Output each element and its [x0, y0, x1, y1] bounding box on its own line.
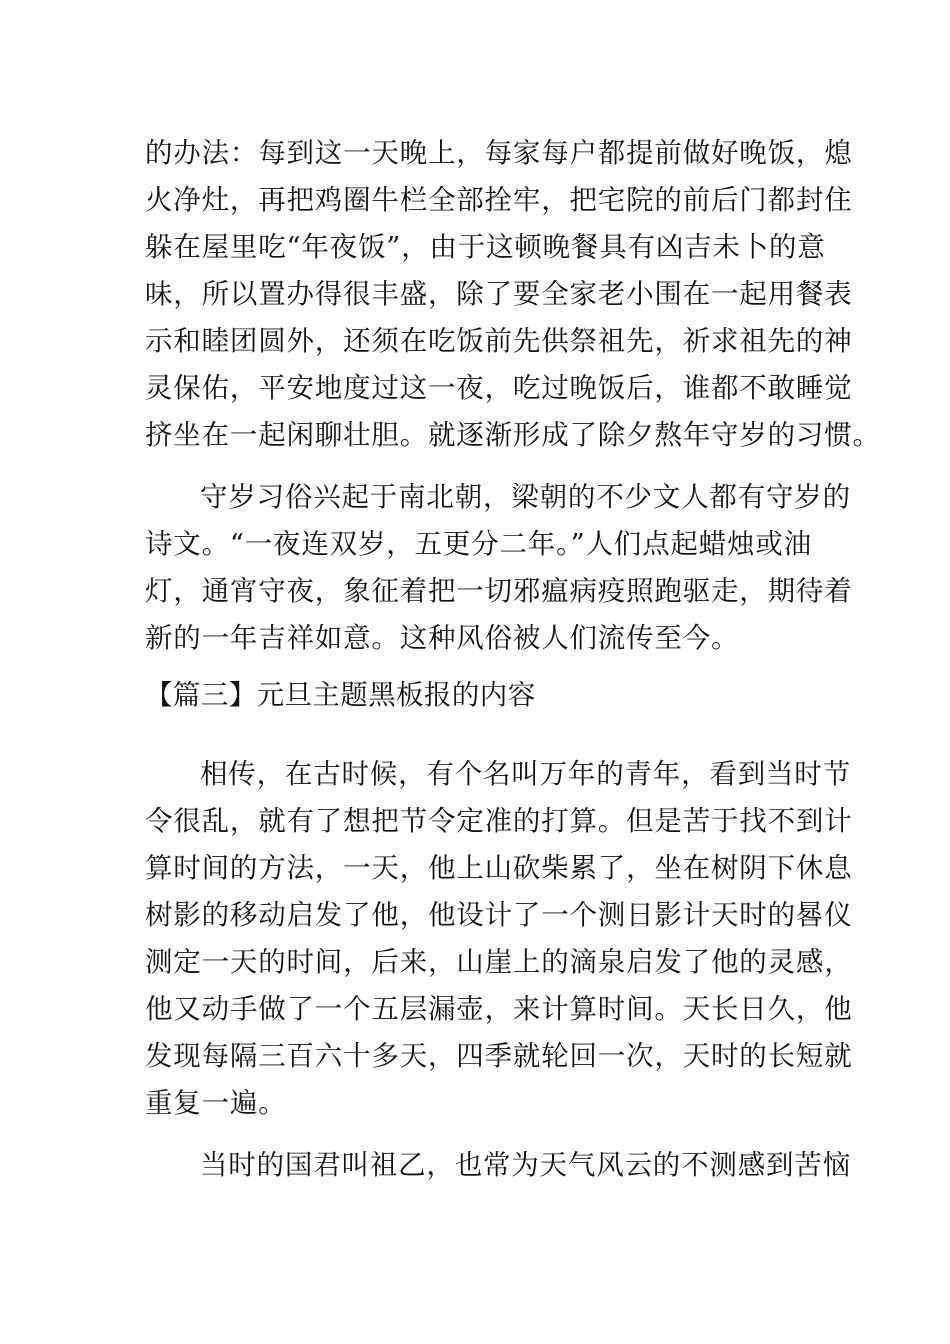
text-line: 味，所以置办得很丰盛，除了要全家老小围在一起用餐表: [145, 278, 853, 310]
text-line: 灯，通宵守夜，象征着把一切邪瘟病疫照跑驱走，期待着: [145, 575, 853, 607]
text-line: 令很乱，就有了想把节令定准的打算。但是苦于找不到计: [145, 805, 853, 837]
text-line: 挤坐在一起闲聊壮胆。就逐渐形成了除夕熬年守岁的习惯。: [145, 419, 881, 451]
text-line: 火净灶，再把鸡圈牛栏全部拴牢，把宅院的前后门都封住: [145, 184, 853, 216]
text-line: 的办法：每到这一天晚上，每家每户都提前做好晚饭，熄: [145, 137, 853, 169]
text-line: 示和睦团圆外，还须在吃饭前先供祭祖先，祈求祖先的神: [145, 325, 853, 357]
text-line: 发现每隔三百六十多天，四季就轮回一次，天时的长短就: [145, 1040, 853, 1072]
text-line: 算时间的方法，一天，他上山砍柴累了，坐在树阴下休息: [145, 852, 853, 884]
section-heading: 【篇三】元旦主题黑板报的内容: [145, 679, 536, 711]
text-line: 躲在屋里吃“年夜饭”，由于这顿晚餐具有凶吉未卜的意: [145, 231, 826, 263]
text-line: 守岁习俗兴起于南北朝，梁朝的不少文人都有守岁的: [200, 481, 851, 513]
text-line: 诗文。“一夜连双岁，五更分二年。”人们点起蜡烛或油: [145, 528, 812, 560]
text-line: 重复一遍。: [145, 1087, 287, 1119]
text-line: 当时的国君叫祖乙，也常为天气风云的不测感到苦恼: [200, 1149, 851, 1181]
text-line: 测定一天的时间，后来，山崖上的滴泉启发了他的灵感，: [145, 946, 853, 978]
text-line: 相传，在古时候，有个名叫万年的青年，看到当时节: [200, 758, 851, 790]
text-line: 新的一年吉祥如意。这种风俗被人们流传至今。: [145, 622, 740, 654]
text-line: 树影的移动启发了他，他设计了一个测日影计天时的晷仪: [145, 899, 853, 931]
text-line: 灵保佑，平安地度过这一夜，吃过晚饭后，谁都不敢睡觉: [145, 372, 853, 404]
text-line: 他又动手做了一个五层漏壶，来计算时间。天长日久，他: [145, 993, 853, 1025]
